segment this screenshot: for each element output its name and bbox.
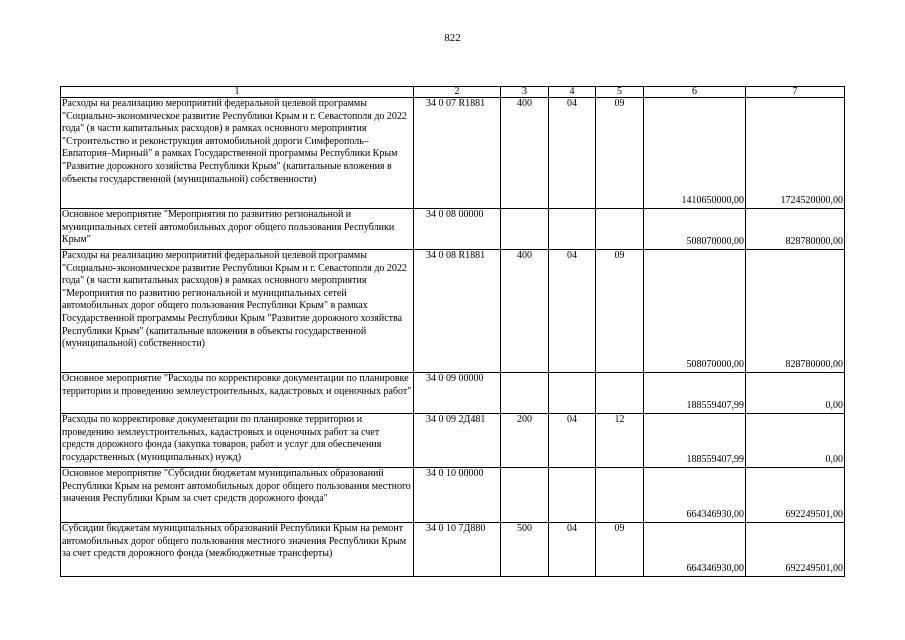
column-header-5: 5 [596, 87, 644, 98]
section-code: 04 [549, 523, 596, 577]
column-header-1: 1 [61, 87, 414, 98]
expense-type-code [501, 209, 549, 250]
table-row [61, 468, 845, 523]
section-code [549, 468, 596, 523]
column-header-2: 2 [414, 87, 501, 98]
section-code: 04 [549, 98, 596, 209]
expense-name: Расходы на реализацию мероприятий федеральной целевой программы "Социально-экономическое развитие Республики Крым и г. Севастополя до 2022 года" (в части капитальных расходов) в рамках основного мероприятия "Мероприятия по развитию региональной и муниципальных сетей автомобильных дорог общего пользования Республики Крым" в рамках Государственной программы Республики Крым "Развитие дорожного хозяйства Республики Крым" (капитальные вложения в объекты государственной (муниципальной) собственности) [61, 250, 414, 373]
target-article-code: 34 0 09 2Д481 [414, 414, 501, 468]
amount-year-2: 1724520000,00 [746, 98, 845, 209]
expense-type-code: 500 [501, 523, 549, 577]
table-row [61, 523, 845, 577]
amount-year-1: 508070000,00 [644, 209, 746, 250]
section-code [549, 373, 596, 414]
amount-year-2: 0,00 [746, 373, 845, 414]
expense-name: Расходы на реализацию мероприятий федеральной целевой программы "Социально-экономическое развитие Республики Крым и г. Севастополя до 2022 года" (в части капитальных расходов) в рамках основного мероприятия "Строительство и реконструкция автомобильной дороги Симферополь–Евпатория–Мирный" в рамках Государственной программы Республики Крым "Развитие дорожного хозяйства Республики Крым" (капитальные вложения в объекты государственной (муниципальной) собственности) [61, 98, 414, 209]
table-row [61, 250, 845, 373]
target-article-code: 34 0 08 R1881 [414, 250, 501, 373]
subsection-code: 12 [596, 414, 644, 468]
amount-year-2: 692249501,00 [746, 523, 845, 577]
amount-year-1: 664346930,00 [644, 523, 746, 577]
amount-year-1: 508070000,00 [644, 250, 746, 373]
amount-year-1: 188559407,99 [644, 373, 746, 414]
amount-year-2: 828780000,00 [746, 209, 845, 250]
expense-type-code: 400 [501, 250, 549, 373]
amount-year-1: 1410650000,00 [644, 98, 746, 209]
target-article-code: 34 0 10 00000 [414, 468, 501, 523]
amount-year-1: 664346930,00 [644, 468, 746, 523]
budget-table [60, 86, 845, 577]
expense-name: Субсидии бюджетам муниципальных образований Республики Крым на ремонт автомобильных дорог общего пользования местного значения Республики Крым за счет средств дорожного фонда (межбюджетные трансферты) [61, 523, 414, 577]
expense-name: Основное мероприятие "Мероприятия по развитию региональной и муниципальных сетей автомобильных дорог общего пользования Республики Крым" [61, 209, 414, 250]
amount-year-1: 188559407,99 [644, 414, 746, 468]
subsection-code: 09 [596, 523, 644, 577]
subsection-code: 09 [596, 98, 644, 209]
subsection-code [596, 373, 644, 414]
table-row [61, 98, 845, 209]
expense-type-code [501, 468, 549, 523]
expense-type-code [501, 373, 549, 414]
column-header-4: 4 [549, 87, 596, 98]
expense-name: Основное мероприятие "Субсидии бюджетам муниципальных образований Республики Крым на ремонт автомобильных дорог общего пользования местного значения Республики Крым за счет средств дорожного фонда" [61, 468, 414, 523]
expense-name: Основное мероприятие "Расходы по корректировке документации по планировке территории и проведению землеустроительных, кадастровых и оценочных работ" [61, 373, 414, 414]
amount-year-2: 0,00 [746, 414, 845, 468]
target-article-code: 34 0 07 R1881 [414, 98, 501, 209]
subsection-code [596, 468, 644, 523]
section-code: 04 [549, 250, 596, 373]
column-header-6: 6 [644, 87, 746, 98]
expense-type-code: 200 [501, 414, 549, 468]
column-header-7: 7 [746, 87, 845, 98]
table-row [61, 373, 845, 414]
expense-name: Расходы по корректировке документации по планировке территории и проведению землеустроительных, кадастровых и оценочных работ за счет средств дорожного фонда (закупка товаров, работ и услуг для обеспечения государственных (муниципальных) нужд) [61, 414, 414, 468]
table-row [61, 414, 845, 468]
subsection-code: 09 [596, 250, 644, 373]
expense-type-code: 400 [501, 98, 549, 209]
amount-year-2: 828780000,00 [746, 250, 845, 373]
amount-year-2: 692249501,00 [746, 468, 845, 523]
section-code [549, 209, 596, 250]
header-row [61, 87, 845, 98]
subsection-code [596, 209, 644, 250]
section-code: 04 [549, 414, 596, 468]
target-article-code: 34 0 08 00000 [414, 209, 501, 250]
target-article-code: 34 0 10 7Д880 [414, 523, 501, 577]
target-article-code: 34 0 09 00000 [414, 373, 501, 414]
page-number: 822 [444, 32, 461, 44]
table-row [61, 209, 845, 250]
column-header-3: 3 [501, 87, 549, 98]
